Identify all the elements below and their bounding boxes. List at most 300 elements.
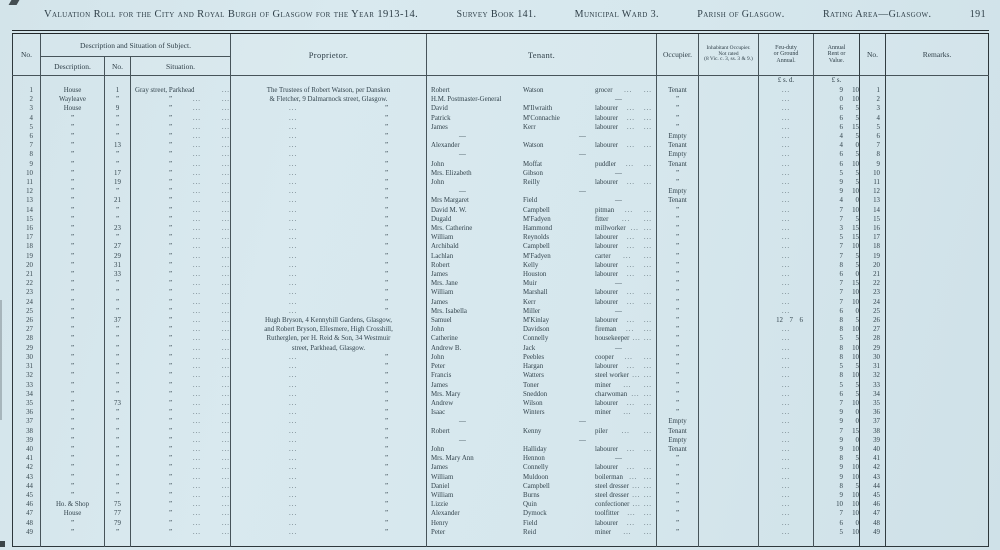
occupier-cell: Empty — [657, 417, 699, 426]
occupier-cell: ” — [657, 454, 699, 463]
description-cell: ” — [41, 390, 105, 399]
inhabitant-occupier-cell — [699, 224, 759, 233]
remarks-cell — [886, 436, 989, 445]
situation-cell: ” ... ... — [131, 123, 231, 132]
street-number-cell: ” — [105, 482, 131, 491]
column-header-feu-duty: Feu-duty or Ground Annual. — [759, 32, 814, 76]
row-number-right: 45 — [860, 491, 886, 500]
proprietor-cell: ... ” — [231, 114, 427, 123]
situation-cell: ” ... ... — [131, 270, 231, 279]
rent-cell: 6 10 — [814, 160, 860, 169]
row-number-right: 47 — [860, 509, 886, 518]
rent-cell: 6 0 — [814, 519, 860, 528]
proprietor-cell: ... ” — [231, 491, 427, 500]
inhabitant-occupier-cell — [699, 528, 759, 537]
tenant-cell: Andrew Wilson labourer ... ... — [427, 399, 657, 408]
remarks-cell — [886, 279, 989, 288]
row-number-right: 6 — [860, 132, 886, 141]
row-number-right: 41 — [860, 454, 886, 463]
row-number-left: 9 — [29, 160, 33, 168]
street-number-cell: ” — [105, 123, 131, 132]
tenant-cell: David M. W. Campbell pitman ... ... — [427, 206, 657, 215]
feu-duty-cell: ... — [759, 528, 814, 537]
proprietor-cell: Hugh Bryson, 4 Kennyhill Gardens, Glasgow, — [231, 316, 427, 325]
rent-cell: 9 10 — [814, 491, 860, 500]
row-number-right: 8 — [860, 150, 886, 159]
column-header-no-right: No. — [860, 32, 886, 76]
row-number-right: 32 — [860, 371, 886, 380]
inhabitant-occupier-cell — [699, 178, 759, 187]
occupier-cell: ” — [657, 224, 699, 233]
table-row — [13, 399, 989, 408]
inhabitant-occupier-cell — [699, 270, 759, 279]
feu-duty-cell: ... — [759, 519, 814, 528]
situation-cell: ” ... ... — [131, 196, 231, 205]
description-cell: ” — [41, 298, 105, 307]
occupier-cell: ” — [657, 344, 699, 353]
rent-cell: 4 5 — [814, 132, 860, 141]
rent-cell: 7 10 — [814, 242, 860, 251]
inhabitant-occupier-cell — [699, 104, 759, 113]
row-number-left: 1 — [29, 87, 33, 94]
proprietor-cell: ... ” — [231, 417, 427, 426]
street-number-cell: 17 — [105, 169, 131, 178]
rent-cell: 8 10 — [814, 353, 860, 362]
survey-book-label: Survey Book 141. — [456, 9, 537, 20]
rent-cell: 6 5 — [814, 390, 860, 399]
tenant-cell: Archibald Campbell labourer ... ... — [427, 242, 657, 251]
row-number-left: 39 — [26, 436, 33, 444]
table-row — [13, 288, 989, 297]
row-number-left: 49 — [26, 528, 33, 536]
situation-cell: ” ... ... — [131, 307, 231, 316]
inhabitant-occupier-cell — [699, 509, 759, 518]
situation-cell: ” ... ... — [131, 187, 231, 196]
remarks-cell — [886, 427, 989, 436]
inhabitant-occupier-cell — [699, 500, 759, 509]
occupier-cell: ” — [657, 491, 699, 500]
street-number-cell: 75 — [105, 500, 131, 509]
street-number-cell: ” — [105, 288, 131, 297]
feu-duty-cell: ... — [759, 261, 814, 270]
tenant-cell: — — — [427, 132, 657, 141]
row-number-left: 15 — [26, 215, 33, 223]
table-header — [13, 32, 989, 76]
row-number-left: 21 — [26, 271, 33, 279]
proprietor-cell: Rutherglen, per H. Reid & Son, 34 Westmuir — [231, 334, 427, 343]
description-cell: ” — [41, 288, 105, 297]
spacer-cell — [699, 537, 759, 547]
street-number-cell: ” — [105, 445, 131, 454]
feu-duty-cell: ... — [759, 187, 814, 196]
table-row — [13, 445, 989, 454]
street-number-cell: ” — [105, 353, 131, 362]
feu-duty-cell: ... — [759, 353, 814, 362]
inhabitant-occupier-cell — [699, 242, 759, 251]
remarks-cell — [886, 169, 989, 178]
row-number-left: 10 — [26, 169, 33, 177]
row-number-right: 13 — [860, 196, 886, 205]
row-number-left: 20 — [26, 261, 33, 269]
spacer-cell — [41, 537, 105, 547]
description-cell: ” — [41, 215, 105, 224]
row-number-right: 10 — [860, 169, 886, 178]
spacer-cell — [886, 537, 989, 547]
row-number-right: 16 — [860, 224, 886, 233]
feu-duty-cell: ... — [759, 233, 814, 242]
row-number-left: 5 — [29, 123, 33, 131]
description-cell: ” — [41, 224, 105, 233]
proprietor-cell: ... ” — [231, 408, 427, 417]
occupier-cell: ” — [657, 473, 699, 482]
row-number-left: 44 — [26, 482, 33, 490]
occupier-cell: ” — [657, 169, 699, 178]
spacer-cell — [814, 537, 860, 547]
spacer-cell — [759, 537, 814, 547]
tenant-cell: Henry Field labourer ... ... — [427, 519, 657, 528]
remarks-cell — [886, 500, 989, 509]
rent-cell: 6 5 — [814, 150, 860, 159]
street-number-cell: 29 — [105, 252, 131, 261]
tenant-cell: William Muldoon boilerman ... ... — [427, 473, 657, 482]
spacer-cell — [131, 537, 231, 547]
tenant-cell: — — — [427, 187, 657, 196]
proprietor-cell: ... ” — [231, 454, 427, 463]
currency-labels-row — [13, 76, 989, 87]
table-row — [13, 417, 989, 426]
tenant-cell: H.M. Postmaster-General — — [427, 95, 657, 104]
remarks-cell — [886, 132, 989, 141]
remarks-cell — [886, 344, 989, 353]
remarks-cell — [886, 334, 989, 343]
rent-cell: 5 5 — [814, 334, 860, 343]
proprietor-cell: & Fletcher, 9 Dalmarnock street, Glasgow. — [231, 95, 427, 104]
valuation-table — [12, 30, 989, 547]
situation-cell: ” ... ... — [131, 381, 231, 390]
tenant-cell: John Moffat puddler ... ... — [427, 160, 657, 169]
proprietor-cell: ... ” — [231, 390, 427, 399]
table-row — [13, 454, 989, 463]
row-number-left: 24 — [26, 298, 33, 306]
spacer-cell — [657, 537, 699, 547]
table-row — [13, 500, 989, 509]
occupier-cell: ” — [657, 206, 699, 215]
description-cell: ” — [41, 270, 105, 279]
table-row — [13, 362, 989, 371]
tenant-cell: William Reynolds labourer ... ... — [427, 233, 657, 242]
street-number-cell: 31 — [105, 261, 131, 270]
row-number-right: 31 — [860, 362, 886, 371]
description-cell: ” — [41, 436, 105, 445]
proprietor-cell: ... ” — [231, 270, 427, 279]
tenant-cell: Isaac Winters miner ... ... — [427, 408, 657, 417]
proprietor-cell: ... ” — [231, 353, 427, 362]
feu-duty-cell: ... — [759, 132, 814, 141]
description-cell: ” — [41, 252, 105, 261]
inhabitant-occupier-cell — [699, 141, 759, 150]
proprietor-cell: ... ” — [231, 463, 427, 472]
occupier-cell: ” — [657, 215, 699, 224]
rent-cell: 6 15 — [814, 123, 860, 132]
table-row — [13, 298, 989, 307]
situation-cell: ” ... ... — [131, 473, 231, 482]
inhabitant-occupier-cell — [699, 150, 759, 159]
situation-cell: ” ... ... — [131, 215, 231, 224]
street-number-cell: ” — [105, 408, 131, 417]
feu-duty-cell: ... — [759, 95, 814, 104]
row-number-right: 24 — [860, 298, 886, 307]
feu-duty-cell: ... — [759, 491, 814, 500]
table-row — [13, 252, 989, 261]
table-row — [13, 132, 989, 141]
situation-cell: ” ... ... — [131, 454, 231, 463]
rent-cell: 7 5 — [814, 252, 860, 261]
situation-cell: ” ... ... — [131, 150, 231, 159]
table-row — [13, 427, 989, 436]
street-number-cell: 23 — [105, 224, 131, 233]
municipal-ward-label: Municipal Ward 3. — [574, 9, 659, 20]
rent-cell: 7 10 — [814, 206, 860, 215]
street-number-cell: ” — [105, 362, 131, 371]
tenant-cell: Lachlan M'Fadyen carter ... ... — [427, 252, 657, 261]
inhabitant-occupier-cell — [699, 399, 759, 408]
street-number-cell: ” — [105, 381, 131, 390]
street-number-cell: ” — [105, 215, 131, 224]
tenant-cell: Robert Kenny piler ... ... — [427, 427, 657, 436]
inhabitant-occupier-cell — [699, 463, 759, 472]
remarks-cell — [886, 316, 989, 325]
row-number-left: 40 — [26, 445, 33, 453]
occupier-cell: ” — [657, 288, 699, 297]
street-number-cell: ” — [105, 279, 131, 288]
row-number-left: 45 — [26, 491, 33, 499]
street-number-cell: ” — [105, 114, 131, 123]
table-row — [13, 224, 989, 233]
row-number-left: 31 — [26, 363, 33, 371]
spacer-cell — [131, 76, 231, 87]
table-row — [13, 325, 989, 334]
street-number-cell: ” — [105, 325, 131, 334]
inhabitant-occupier-cell — [699, 298, 759, 307]
row-number-right: 30 — [860, 353, 886, 362]
row-number-right: 29 — [860, 344, 886, 353]
spacer-cell — [13, 537, 41, 547]
remarks-cell — [886, 307, 989, 316]
table-row — [13, 482, 989, 491]
table-row — [13, 233, 989, 242]
spacer-cell — [886, 76, 989, 87]
rent-cell: 9 0 — [814, 408, 860, 417]
rent-cell: 6 5 — [814, 104, 860, 113]
remarks-cell — [886, 519, 989, 528]
occupier-cell: Tenant — [657, 427, 699, 436]
street-number-cell: ” — [105, 491, 131, 500]
table-row — [13, 509, 989, 518]
occupier-cell: ” — [657, 334, 699, 343]
feu-duty-cell: ... — [759, 417, 814, 426]
spacer-cell — [41, 76, 105, 87]
description-cell: ” — [41, 233, 105, 242]
proprietor-cell: ... ” — [231, 500, 427, 509]
column-header-tenant: Tenant. — [427, 32, 657, 76]
description-cell: ” — [41, 325, 105, 334]
column-header-description: Description. — [41, 57, 105, 76]
feu-duty-cell: ... — [759, 473, 814, 482]
row-number-left: 26 — [26, 317, 33, 325]
proprietor-cell: ... ” — [231, 528, 427, 537]
table-row — [13, 178, 989, 187]
rent-cell: 5 5 — [814, 381, 860, 390]
row-number-right: 15 — [860, 215, 886, 224]
feu-duty-cell: ... — [759, 86, 814, 95]
feu-duty-cell: ... — [759, 215, 814, 224]
tenant-cell: Mrs. Mary Ann Hennon — — [427, 454, 657, 463]
rent-cell: 5 5 — [814, 362, 860, 371]
situation-cell: ” ... ... — [131, 427, 231, 436]
row-number-left: 33 — [26, 381, 33, 389]
tenant-cell: Mrs. Isabella Miller — — [427, 307, 657, 316]
feu-currency-label: £ s. d. — [759, 76, 814, 87]
description-cell: ” — [41, 206, 105, 215]
street-number-cell: 79 — [105, 519, 131, 528]
street-number-cell: ” — [105, 390, 131, 399]
rent-cell: 5 5 — [814, 169, 860, 178]
remarks-cell — [886, 463, 989, 472]
proprietor-cell: ... ” — [231, 178, 427, 187]
occupier-cell: ” — [657, 408, 699, 417]
row-number-right: 19 — [860, 252, 886, 261]
description-cell: ” — [41, 482, 105, 491]
scan-artifact — [0, 300, 2, 420]
inhabitant-occupier-cell — [699, 316, 759, 325]
feu-duty-cell: ... — [759, 362, 814, 371]
feu-duty-cell: ... — [759, 390, 814, 399]
spacer-cell — [13, 76, 41, 87]
street-number-cell: 21 — [105, 196, 131, 205]
row-number-left: 48 — [26, 519, 33, 527]
proprietor-cell: ... ” — [231, 224, 427, 233]
row-number-right: 34 — [860, 390, 886, 399]
tenant-cell: Mrs. Mary Sneddon charwoman ... ... — [427, 390, 657, 399]
inhabitant-occupier-cell — [699, 123, 759, 132]
situation-cell: ” ... ... — [131, 509, 231, 518]
remarks-cell — [886, 288, 989, 297]
description-cell: ” — [41, 371, 105, 380]
column-header-remarks: Remarks. — [886, 32, 989, 76]
situation-cell: ” ... ... — [131, 104, 231, 113]
inhabitant-occupier-cell — [699, 371, 759, 380]
street-number-cell: 13 — [105, 141, 131, 150]
occupier-cell: ” — [657, 463, 699, 472]
situation-cell: ” ... ... — [131, 334, 231, 343]
occupier-cell: Tenant — [657, 141, 699, 150]
remarks-cell — [886, 408, 989, 417]
description-cell: ” — [41, 408, 105, 417]
tenant-cell: Peter Hargan labourer ... ... — [427, 362, 657, 371]
row-number-left: 17 — [26, 234, 33, 242]
description-cell: Wayleave — [41, 95, 105, 104]
street-number-cell: 37 — [105, 316, 131, 325]
tenant-cell: Daniel Campbell steel dresser ... ... — [427, 482, 657, 491]
occupier-cell: ” — [657, 123, 699, 132]
tenant-cell: Samuel M'Kinlay labourer ... ... — [427, 316, 657, 325]
rent-currency-label: £ s. — [814, 76, 860, 87]
situation-cell: ” ... ... — [131, 436, 231, 445]
remarks-cell — [886, 473, 989, 482]
remarks-cell — [886, 454, 989, 463]
tenant-cell: Robert Watson grocer ... ... — [427, 86, 657, 95]
feu-duty-cell: ... — [759, 150, 814, 159]
proprietor-cell: ... ” — [231, 187, 427, 196]
table-row — [13, 473, 989, 482]
street-number-cell: 1 — [105, 86, 131, 95]
occupier-cell: ” — [657, 362, 699, 371]
row-number-right: 11 — [860, 178, 886, 187]
occupier-cell: ” — [657, 104, 699, 113]
proprietor-cell: ... ” — [231, 252, 427, 261]
street-number-cell: ” — [105, 150, 131, 159]
street-number-cell: ” — [105, 233, 131, 242]
column-header-occupier: Occupier. — [657, 32, 699, 76]
feu-duty-cell: ... — [759, 500, 814, 509]
remarks-cell — [886, 178, 989, 187]
rent-cell: 6 0 — [814, 307, 860, 316]
column-header-inhabitant-occupier: Inhabitant Occupier. Not rated (8 Vic. c. 3, ss. 3 & 9.) — [699, 32, 759, 76]
spacer-cell — [657, 76, 699, 87]
row-number-left: 38 — [26, 427, 33, 435]
row-number-right: 33 — [860, 381, 886, 390]
tenant-cell: Mrs Margaret Field — — [427, 196, 657, 205]
table-row — [13, 196, 989, 205]
row-number-right: 27 — [860, 325, 886, 334]
street-number-cell: 77 — [105, 509, 131, 518]
description-cell: ” — [41, 353, 105, 362]
row-number-right: 21 — [860, 270, 886, 279]
occupier-cell: ” — [657, 399, 699, 408]
tenant-cell: Dugald M'Fadyen fitter ... ... — [427, 215, 657, 224]
occupier-cell: ” — [657, 279, 699, 288]
spacer-cell — [105, 76, 131, 87]
row-number-left: 18 — [26, 243, 33, 251]
row-number-right: 43 — [860, 473, 886, 482]
street-number-cell: ” — [105, 334, 131, 343]
rent-cell: 9 10 — [814, 445, 860, 454]
street-number-cell: ” — [105, 344, 131, 353]
inhabitant-occupier-cell — [699, 279, 759, 288]
table-row — [13, 390, 989, 399]
situation-cell: ” ... ... — [131, 371, 231, 380]
feu-duty-cell: ... — [759, 160, 814, 169]
remarks-cell — [886, 528, 989, 537]
feu-duty-cell: ... — [759, 334, 814, 343]
rent-cell: 9 5 — [814, 178, 860, 187]
table-body — [13, 76, 989, 547]
occupier-cell: ” — [657, 353, 699, 362]
table-row — [13, 160, 989, 169]
description-cell: ” — [41, 399, 105, 408]
tenant-cell: James Houston labourer ... ... — [427, 270, 657, 279]
proprietor-cell: ... ” — [231, 445, 427, 454]
table-row — [13, 215, 989, 224]
column-header-no-left: No. — [13, 32, 41, 76]
situation-cell: ” ... ... — [131, 325, 231, 334]
table-row — [13, 381, 989, 390]
situation-cell: ” ... ... — [131, 224, 231, 233]
rent-cell: 8 10 — [814, 344, 860, 353]
remarks-cell — [886, 362, 989, 371]
table-row — [13, 206, 989, 215]
table-row — [13, 123, 989, 132]
